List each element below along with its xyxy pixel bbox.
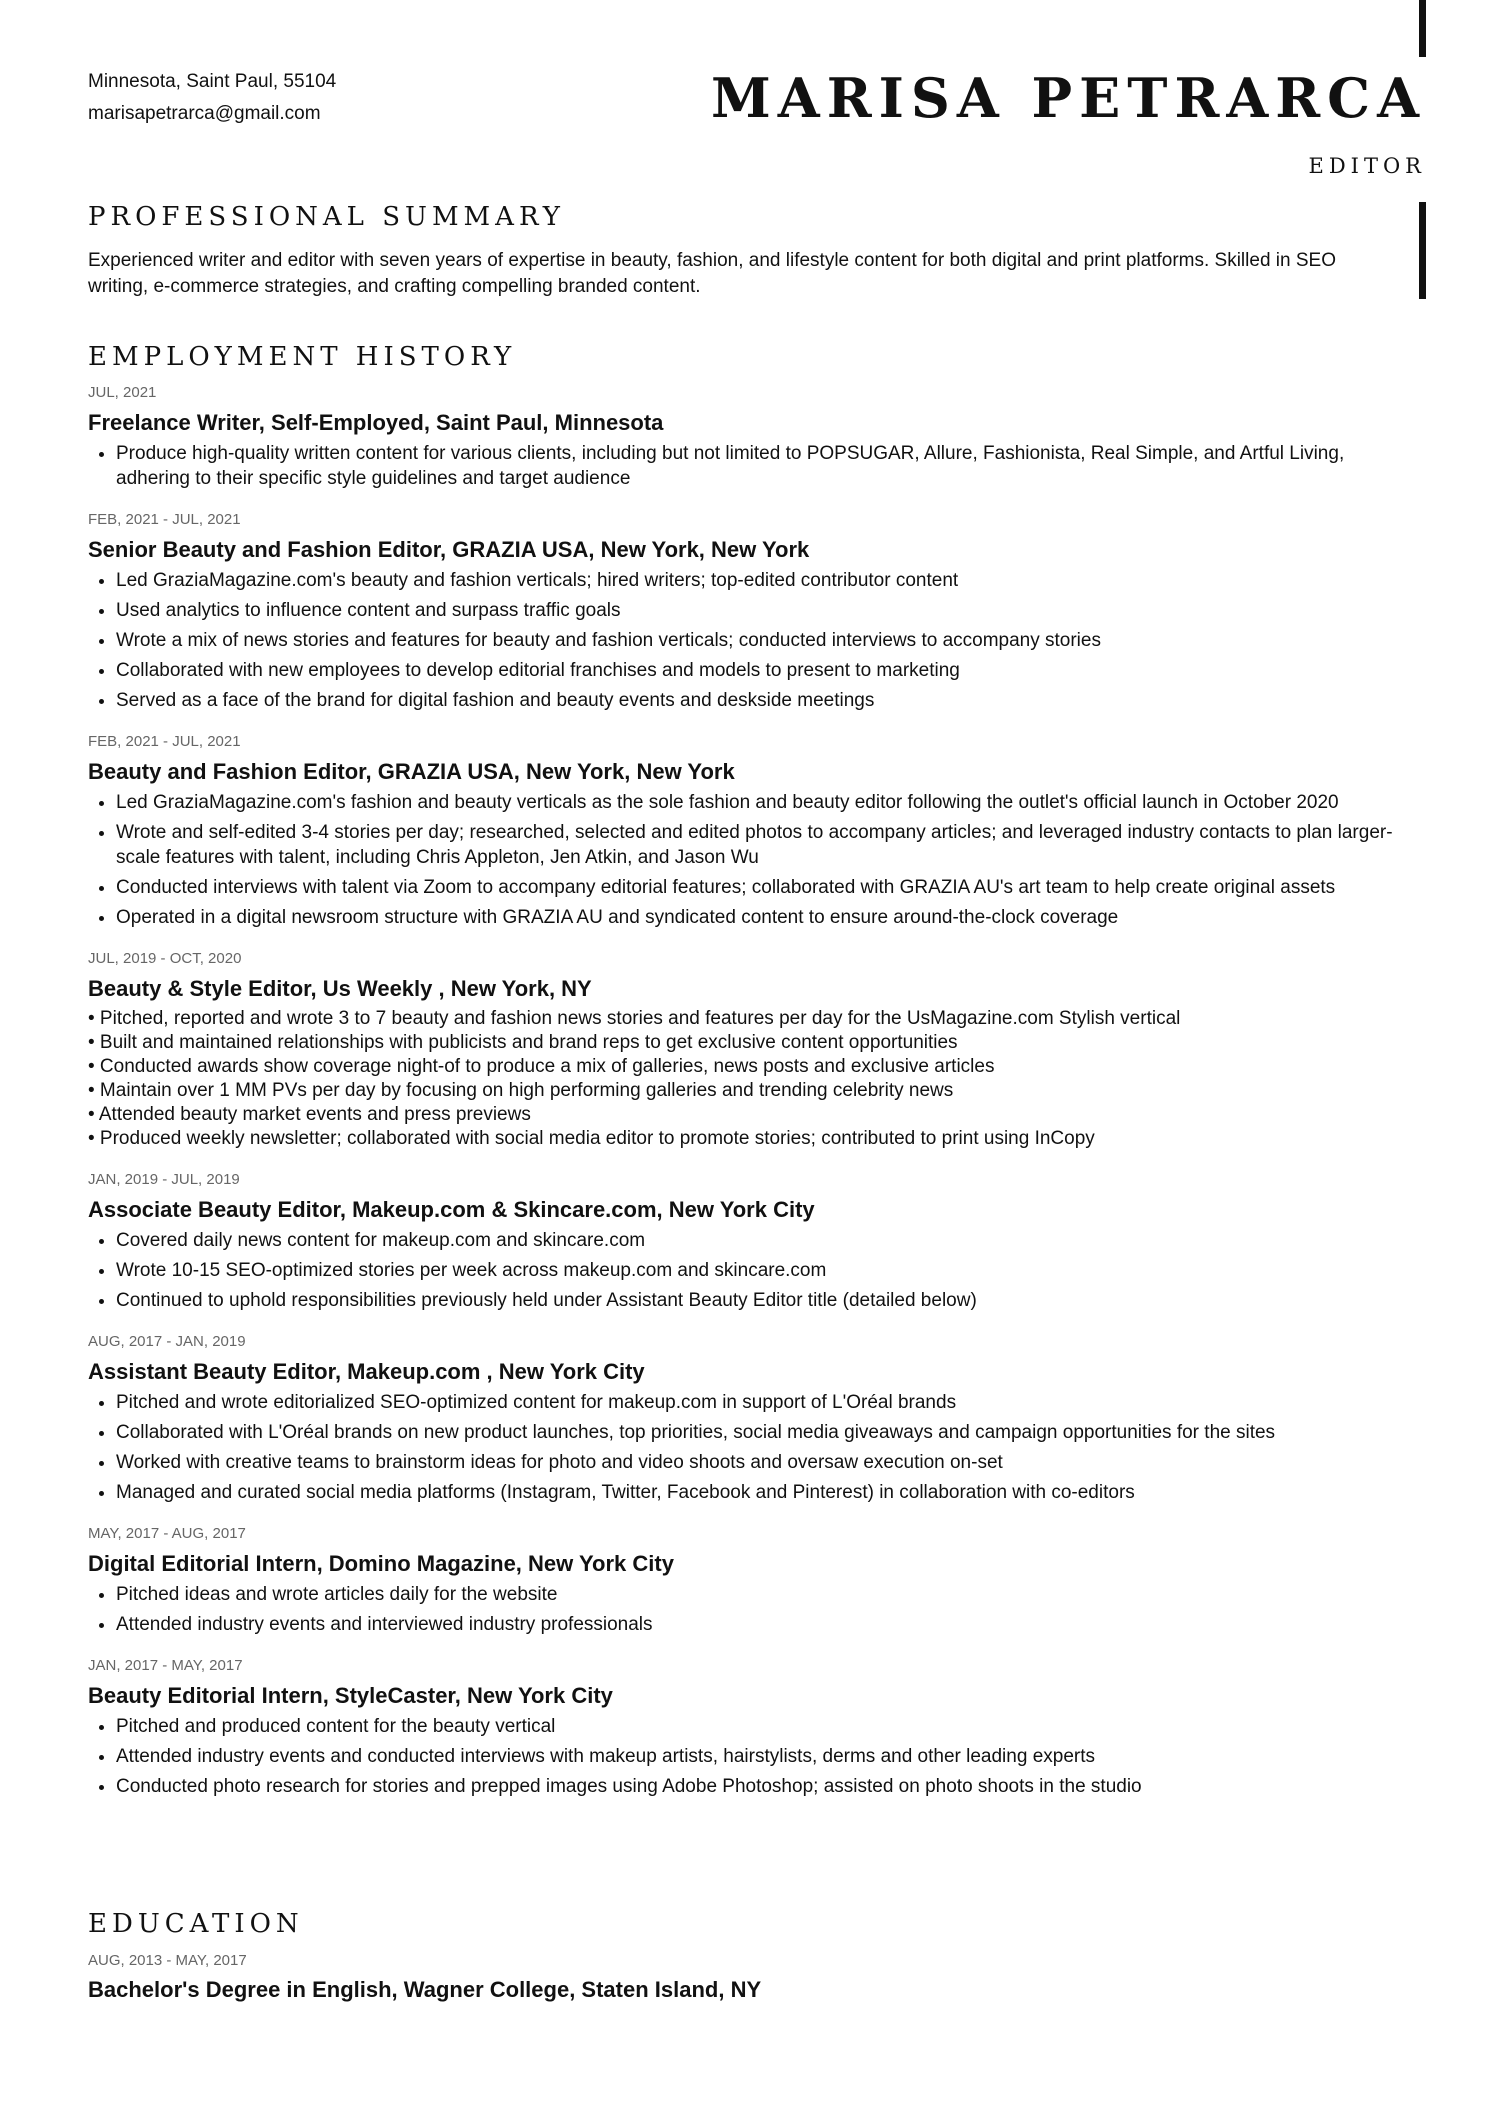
job-entry — [88, 1655, 1418, 1799]
job-duty: • Attended beauty market events and press previews — [88, 1104, 531, 1125]
candidate-role: EDITOR — [1308, 154, 1426, 178]
job-title: Senior Beauty and Fashion Editor, GRAZIA USA, New York, New York — [88, 537, 810, 562]
job-duties-list — [88, 441, 1418, 491]
job-date: MAY, 2017 - AUG, 2017 — [88, 1525, 246, 1542]
job-title: Associate Beauty Editor, Makeup.com & Skincare.com, New York City — [88, 1197, 815, 1222]
job-date: JAN, 2017 - MAY, 2017 — [88, 1657, 243, 1674]
job-duty: • Attended industry events and conducted interviews with makeup artists, hairstylists, derms and other leading experts — [116, 1744, 1418, 1769]
job-title: Beauty and Fashion Editor, GRAZIA USA, New York, New York — [88, 759, 735, 784]
job-duties-list — [88, 1390, 1418, 1505]
job-date: JAN, 2019 - JUL, 2019 — [88, 1171, 240, 1188]
job-entry — [88, 731, 1418, 930]
job-entry — [88, 382, 1418, 491]
employment-list — [88, 382, 1418, 1817]
job-duty: • Pitched ideas and wrote articles daily for the website — [116, 1582, 1418, 1607]
job-entry — [88, 948, 1418, 1151]
job-duty: • Pitched, reported and wrote 3 to 7 beauty and fashion news stories and features per day for the UsMagazine.com Stylish vertical — [88, 1008, 1181, 1029]
job-title: Freelance Writer, Self-Employed, Saint Paul, Minnesota — [88, 410, 664, 435]
job-date: FEB, 2021 - JUL, 2021 — [88, 733, 241, 750]
job-title: Digital Editorial Intern, Domino Magazine, New York City — [88, 1551, 674, 1576]
job-duty: • Served as a face of the brand for digital fashion and beauty events and deskside meetings — [116, 688, 1418, 713]
employment-heading: EMPLOYMENT HISTORY — [88, 342, 517, 372]
job-duty: • Managed and curated social media platforms (Instagram, Twitter, Facebook and Pinterest) in collaboration with co-editors — [116, 1480, 1418, 1505]
job-duty: • Pitched and produced content for the beauty vertical — [116, 1714, 1418, 1739]
job-duties-list — [88, 1228, 1418, 1313]
education-degree: Bachelor's Degree in English, Wagner College, Staten Island, NY — [88, 1977, 762, 2002]
job-duty: • Wrote and self-edited 3-4 stories per day; researched, selected and edited photos to accompany articles; and leveraged industry contacts to plan larger-scale features with talent, including Chris Appleton, Jen Atkin, and Jason Wu — [116, 820, 1418, 870]
job-duty: • Produced weekly newsletter; collaborated with social media editor to promote stories; contributed to print using InCopy — [88, 1128, 1095, 1149]
job-date: AUG, 2017 - JAN, 2019 — [88, 1333, 246, 1350]
job-entry — [88, 509, 1418, 713]
job-duty: • Collaborated with new employees to develop editorial franchises and models to present to marketing — [116, 658, 1418, 683]
job-date: JUL, 2021 — [88, 384, 157, 401]
job-duties-list — [88, 790, 1418, 930]
job-duty: • Conducted awards show coverage night-of to produce a mix of galleries, news posts and exclusive articles — [88, 1056, 995, 1077]
job-title: Assistant Beauty Editor, Makeup.com , New York City — [88, 1359, 645, 1384]
job-duty: • Built and maintained relationships with publicists and brand reps to get exclusive content opportunities — [88, 1032, 958, 1053]
job-duty: • Conducted interviews with talent via Zoom to accompany editorial features; collaborated with GRAZIA AU's art team to help create original assets — [116, 875, 1418, 900]
job-duties-list — [88, 1582, 1418, 1637]
job-duty: • Produce high-quality written content for various clients, including but not limited to POPSUGAR, Allure, Fashionista, Real Simple, and Artful Living, adhering to their specific style guidelines and target audience — [116, 441, 1418, 491]
job-duty: • Led GraziaMagazine.com's fashion and beauty verticals as the sole fashion and beauty editor following the outlet's official launch in October 2020 — [116, 790, 1418, 815]
job-duty: • Continued to uphold responsibilities previously held under Assistant Beauty Editor title (detailed below) — [116, 1288, 1418, 1313]
summary-text: Experienced writer and editor with seven years of expertise in beauty, fashion, and lifestyle content for both digital and print platforms. Skilled in SEO writing, e-commerce strategies, and crafting compelling branded content. — [88, 250, 1336, 297]
job-duty: • Led GraziaMagazine.com's beauty and fashion verticals; hired writers; top-edited contributor content — [116, 568, 1418, 593]
job-duties-list — [88, 1007, 1418, 1151]
accent-bar-top — [1419, 0, 1426, 57]
job-duties-list — [88, 1714, 1418, 1799]
job-entry — [88, 1523, 1418, 1637]
job-duty: • Pitched and wrote editorialized SEO-optimized content for makeup.com in support of L'Oréal brands — [116, 1390, 1418, 1415]
candidate-name: MARISA PETRARCA — [711, 66, 1426, 130]
job-duty: • Collaborated with L'Oréal brands on new product launches, top priorities, social media giveaways and campaign opportunities for the sites — [116, 1420, 1418, 1445]
job-duty: • Wrote 10-15 SEO-optimized stories per week across makeup.com and skincare.com — [116, 1258, 1418, 1283]
education-heading: EDUCATION — [88, 1909, 304, 1939]
job-duty: • Covered daily news content for makeup.com and skincare.com — [116, 1228, 1418, 1253]
job-title: Beauty & Style Editor, Us Weekly , New York, NY — [88, 976, 592, 1001]
accent-bar-middle — [1419, 202, 1426, 299]
summary-heading: PROFESSIONAL SUMMARY — [88, 202, 565, 232]
job-entry — [88, 1169, 1418, 1313]
contact-location: Minnesota, Saint Paul, 55104 — [88, 71, 337, 92]
job-duty: • Attended industry events and interviewed industry professionals — [116, 1612, 1418, 1637]
job-entry — [88, 1331, 1418, 1505]
job-duty: • Used analytics to influence content and surpass traffic goals — [116, 598, 1418, 623]
job-duty: • Operated in a digital newsroom structure with GRAZIA AU and syndicated content to ensure around-the-clock coverage — [116, 905, 1418, 930]
job-duties-list — [88, 568, 1418, 713]
education-date: AUG, 2013 - MAY, 2017 — [88, 1952, 247, 1969]
job-title: Beauty Editorial Intern, StyleCaster, New York City — [88, 1683, 613, 1708]
job-duty: • Maintain over 1 MM PVs per day by focusing on high performing galleries and trending celebrity news — [88, 1080, 954, 1101]
job-duty: • Wrote a mix of news stories and features for beauty and fashion verticals; conducted interviews to accompany stories — [116, 628, 1418, 653]
job-date: FEB, 2021 - JUL, 2021 — [88, 511, 241, 528]
job-duty: • Worked with creative teams to brainstorm ideas for photo and video shoots and oversaw execution on-set — [116, 1450, 1418, 1475]
job-duty: • Conducted photo research for stories and prepped images using Adobe Photoshop; assisted on photo shoots in the studio — [116, 1774, 1418, 1799]
contact-email: marisapetrarca@gmail.com — [88, 103, 321, 124]
job-date: JUL, 2019 - OCT, 2020 — [88, 950, 242, 967]
